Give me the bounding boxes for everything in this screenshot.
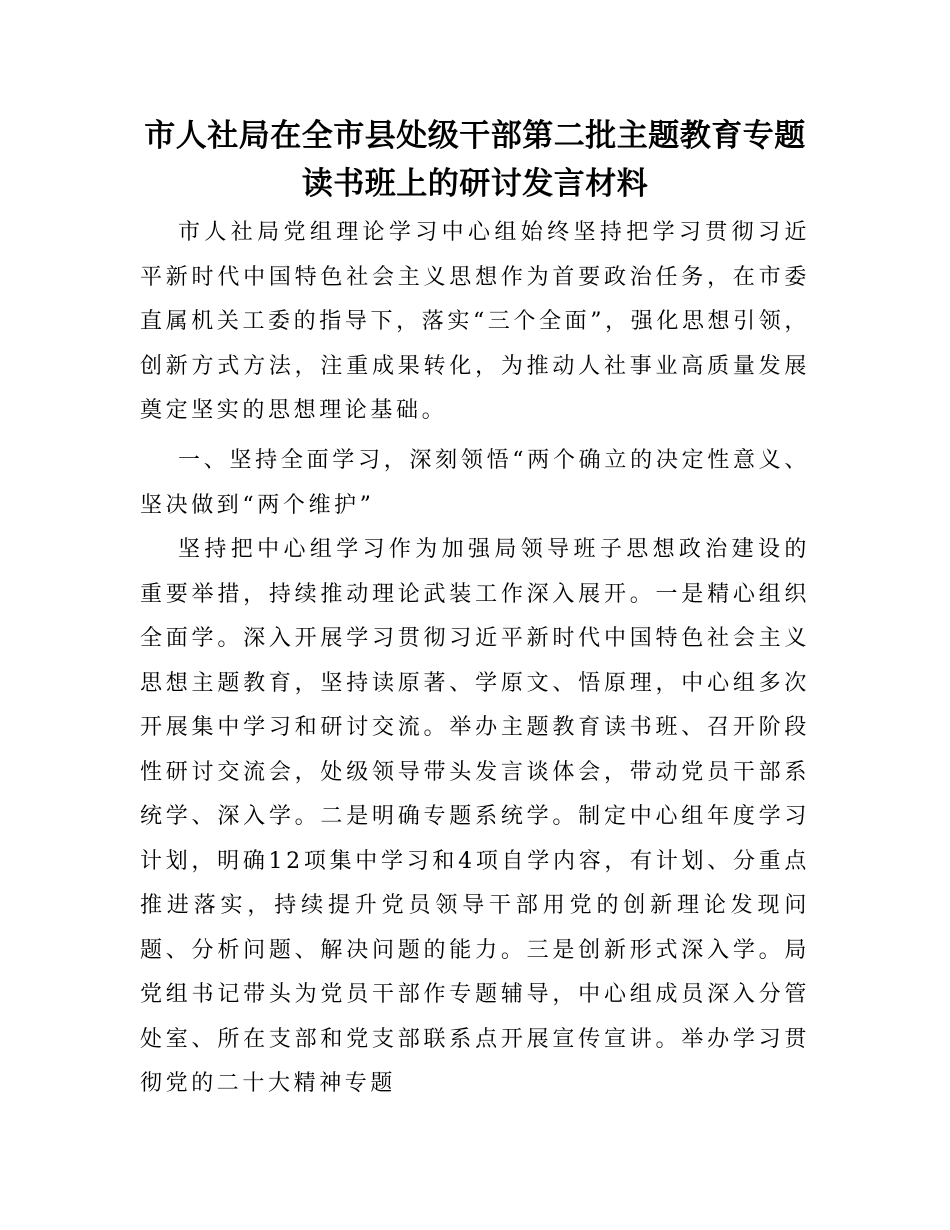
intro-paragraph: 市人社局党组理论学习中心组始终坚持把学习贯彻习近平新时代中国特色社会主义思想作为首要政治任务，在市委直属机关工委的指导下，落实“三个全面”，强化思想引领，创新方式方法，注重成果转化，为推动人社事业高质量发展奠定坚实的思想理论基础。 — [140, 220, 810, 423]
document-title: 市人社局在全市县处级干部第二批主题教育专题读书班上的研讨发言材料 — [144, 118, 806, 202]
section-heading-1: 一、坚持全面学习，深刻领悟“两个确立的决定性意义、坚决做到“两个维护” — [140, 448, 810, 518]
section-1-paragraph: 坚持把中心组学习作为加强局领导班子思想政治建设的重要举措，持续推动理论武装工作深入展开。一是精心组织全面学。深入开展学习贯彻习近平新时代中国特色社会主义思想主题教育，坚持读原著、学原文、悟原理，中心组多次开展集中学习和研讨交流。举办主题教育读书班、召开阶段性研讨交流会，处级领导带头发言谈体会，带动党员干部系统学、深入学。二是明确专题系统学。制定中心组年度学习计划，明确12项集中学习和4项自学内容，有计划、分重点推进落实，持续提升党员领导干部用党的创新理论发现问题、分析问题、解决问题的能力。三是创新形式深入学。局党组书记带头为党员干部作专题辅导，中心组成员深入分管处室、所在支部和党支部联系点开展宣传宣讲。举办学习贯彻党的二十大精神专题 — [140, 537, 810, 1096]
